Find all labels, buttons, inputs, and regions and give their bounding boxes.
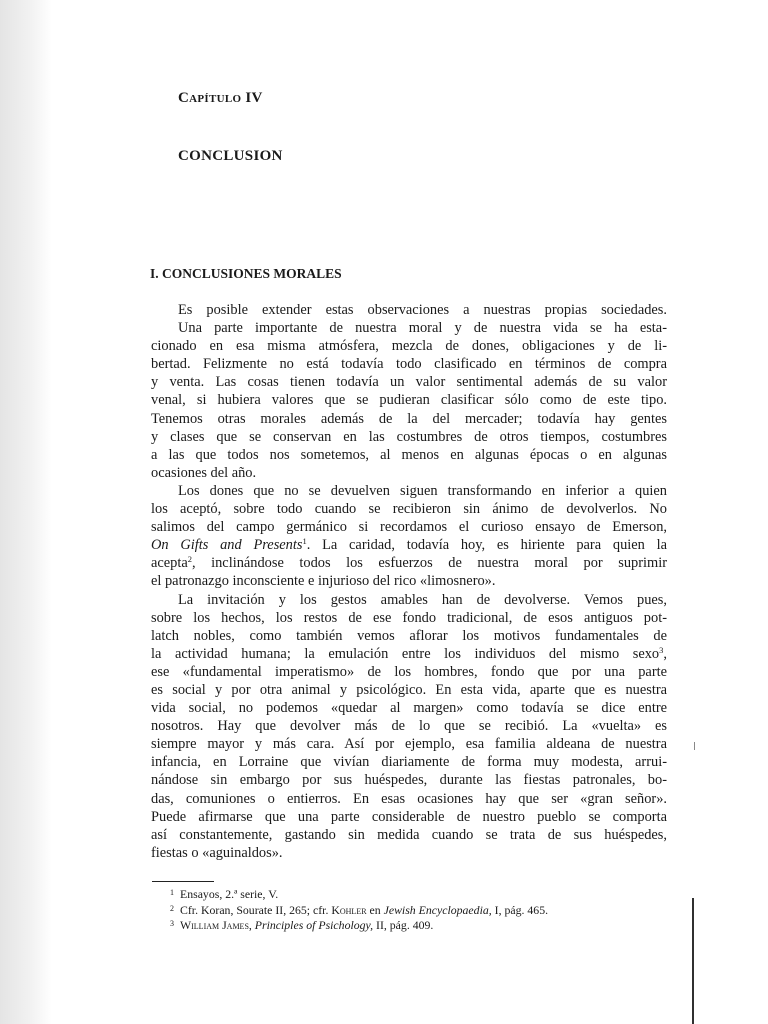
text-line: nosotros. Hay que devolver más de lo que se recibió. La «vuelta» es (151, 718, 667, 735)
text-line: infancia, en Lorraine que vivían diariamente de forma muy modesta, arrui- (151, 754, 667, 771)
text-line: y venta. Las cosas tienen todavía un valor sentimental además de su valor (151, 374, 667, 391)
text-line: siempre mayor y más cara. Así por ejemplo, esa familia aldeana de nuestra (151, 736, 667, 753)
footnote-ref-1: 1 (302, 536, 307, 547)
text-line: venal, si hubiera valores que se pudieran clasificar sólo como de este tipo. (151, 392, 667, 409)
text-line: el patronazgo inconsciente e injurioso del rico «limosnero». (151, 573, 496, 590)
text-line: vida social, no podemos «quedar al margen» como todavía se dice entre (151, 700, 667, 717)
text-line: ocasiones del año. (151, 464, 257, 481)
chapter-title: CONCLUSION (178, 148, 283, 164)
footnotes (170, 886, 548, 933)
emerson-work-title: On Gifts and Presents (151, 537, 303, 554)
text-line: das, comuniones o entierros. En esas ocasiones hay que ser «gran señor». (151, 790, 667, 807)
scan-margin-shadow (0, 0, 52, 1024)
text-line: Es posible extender estas observaciones a nuestras propias sociedades. (178, 302, 667, 318)
footnote-ref-2: 2 (187, 554, 192, 565)
text-line: bertad. Felizmente no está todavía todo clasificado en términos de compra (151, 356, 667, 373)
text-line: sobre los hechos, los restos de ese fondo tradicional, de esos antiguos pot- (151, 609, 667, 626)
scan-artifact-tick (694, 742, 695, 750)
text-line: y clases que se conservan en las costumbres de otros tiempos, costumbres (151, 428, 667, 445)
text-line: On Gifts and Presents$^1$. La caridad, todavía hoy, es hiriente para quien la (151, 536, 667, 554)
chapter-label: Capítulo IV (178, 90, 263, 106)
footnote-1: $^1$ Ensayos, 2.ª serie, V. (170, 887, 279, 901)
text-line: la actividad humana; la emulación entre los individuos del mismo sexo$^3$, (151, 644, 667, 662)
text-line: La invitación y los gestos amables han de devolverse. Vemos pues, (178, 591, 667, 608)
scan-artifact-line (692, 898, 694, 1024)
section-heading: I. CONCLUSIONES MORALES (150, 266, 342, 281)
text-line: los aceptó, sobre todo cuando se recibieron sin ánimo de devolverlos. No (151, 501, 667, 518)
text-line: fiestas o «aguinaldos». (151, 844, 283, 861)
text-line: Puede afirmarse que una parte considerable de nuestro pueblo se comporta (151, 808, 667, 825)
text-line: ese «fundamental imperatismo» de los hombres, fondo que por una parte (151, 663, 667, 680)
footnote-3: $^3$ William James, Principles of Psichology, II, pág. 409. (170, 918, 434, 932)
text-line: cionado en esa misma atmósfera, mezcla de dones, obligaciones y de li- (151, 338, 667, 355)
text-line: nándose sin embargo por sus huéspedes, durante las fiestas patronales, bo- (151, 772, 667, 789)
text-line: salimos del campo germánico si recordamos el curioso ensayo de Emerson, (151, 519, 667, 536)
footnote-2: $^2$ Cfr. Koran, Sourate II, 265; cfr. Kohler en Jewish Encyclopaedia, I, pág. 465. (170, 902, 549, 917)
footnote-divider (152, 881, 214, 882)
text-line: Tenemos otras morales además de la del mercader; todavía hay gentes (151, 410, 667, 427)
text-line: latch nobles, como también vemos aflorar los motivos fundamentales de (151, 627, 667, 644)
footnote-ref-3: 3 (659, 644, 664, 655)
text-line: Los dones que no se devuelven siguen transformando en inferior a quien (178, 482, 667, 499)
text-line: Una parte importante de nuestra moral y de nuestra vida se ha esta- (178, 320, 667, 337)
text-line: así constantemente, gastando sin medida cuando se trata de sus huéspedes, (151, 826, 667, 843)
text-line: a las que todos nos sometemos, al menos en algunas épocas o en algunas (151, 446, 667, 463)
text-line: acepta$^2$, inclinándose todos los esfuerzos de nuestra moral por suprimir (151, 554, 667, 572)
text-line: es social y por otra animal y psicológico. En esta vida, aparte que es nuestra (151, 681, 667, 698)
body-text (151, 301, 667, 862)
